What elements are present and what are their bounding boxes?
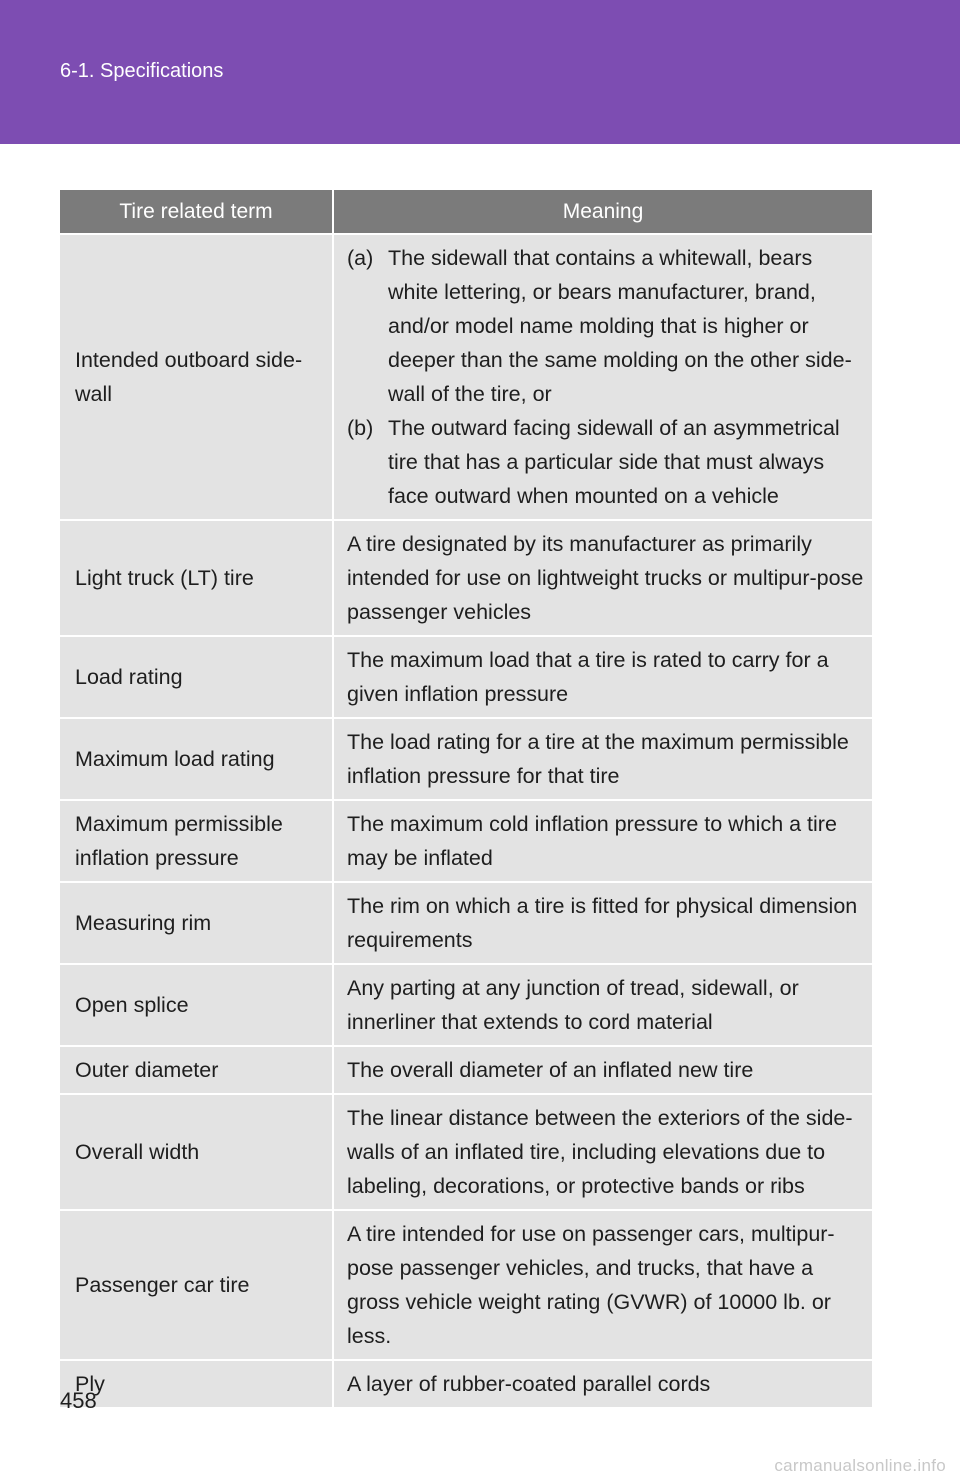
list-item xyxy=(347,411,868,513)
item-text: The sidewall that contains a whitewall, bears white lettering, or bears manufacturer, brand, and/or model name molding that is higher or deeper than the same molding on the other side-wall of the tire, or xyxy=(388,246,852,406)
column-header-term: Tire related term xyxy=(60,190,334,233)
term-cell: Load rating xyxy=(60,637,334,717)
section-title: 6-1. Specifications xyxy=(60,60,224,82)
meaning-cell: A tire intended for use on passenger cars, multipur-pose passenger vehicles, and trucks, that have a gross vehicle weight rating (GVWR) of 10000 lb. or less. xyxy=(334,1211,872,1359)
term-text: Intended outboard side-wall xyxy=(75,348,303,406)
term-cell: Ply xyxy=(60,1361,334,1407)
meaning-cell: Any parting at any junction of tread, sidewall, or innerliner that extends to cord material xyxy=(334,965,872,1045)
term-cell: Measuring rim xyxy=(60,883,334,963)
table-row xyxy=(60,637,872,717)
table-row xyxy=(60,965,872,1045)
page-number: 458 xyxy=(60,1388,97,1413)
column-header-meaning: Meaning xyxy=(334,190,872,233)
term-cell: Maximum load rating xyxy=(60,719,334,799)
meaning-cell xyxy=(334,235,872,519)
term-cell: Open splice xyxy=(60,965,334,1045)
meaning-cell: The linear distance between the exteriors of the side-walls of an inflated tire, including elevations due to labeling, decorations, or protective bands or ribs xyxy=(334,1095,872,1209)
meaning-cell: A tire designated by its manufacturer as primarily intended for use on lightweight trucks or multipur-pose passenger vehicles xyxy=(334,521,872,635)
term-cell: Maximum permissible inflation pressure xyxy=(60,801,334,881)
term-cell: Passenger car tire xyxy=(60,1211,334,1359)
item-label: (b) xyxy=(347,416,374,440)
table-header-row xyxy=(60,190,872,233)
list-item xyxy=(347,241,868,411)
term-cell: Outer diameter xyxy=(60,1047,334,1093)
table-row xyxy=(60,1095,872,1209)
meaning-cell: The load rating for a tire at the maximum permissible inflation pressure for that tire xyxy=(334,719,872,799)
table-row xyxy=(60,1047,872,1093)
meaning-cell: A layer of rubber-coated parallel cords xyxy=(334,1361,872,1407)
item-label: (a) xyxy=(347,246,374,270)
term-cell: Overall width xyxy=(60,1095,334,1209)
table-row xyxy=(60,235,872,519)
item-text: The outward facing sidewall of an asymmetrical tire that has a particular side that must always face outward when mounted on a vehicle xyxy=(388,416,840,508)
term-cell: Light truck (LT) tire xyxy=(60,521,334,635)
table-row xyxy=(60,883,872,963)
meaning-cell: The maximum load that a tire is rated to carry for a given inflation pressure xyxy=(334,637,872,717)
table-row xyxy=(60,1211,872,1359)
table-row xyxy=(60,801,872,881)
watermark: carmanualsonline.info xyxy=(774,1456,946,1475)
meaning-cell: The overall diameter of an inflated new tire xyxy=(334,1047,872,1093)
table-row xyxy=(60,1361,872,1407)
table-row xyxy=(60,521,872,635)
term-cell xyxy=(60,235,334,519)
tire-terms-table xyxy=(60,188,872,1409)
meaning-cell: The rim on which a tire is fitted for physical dimension requirements xyxy=(334,883,872,963)
meaning-cell: The maximum cold inflation pressure to which a tire may be inflated xyxy=(334,801,872,881)
table-row xyxy=(60,719,872,799)
